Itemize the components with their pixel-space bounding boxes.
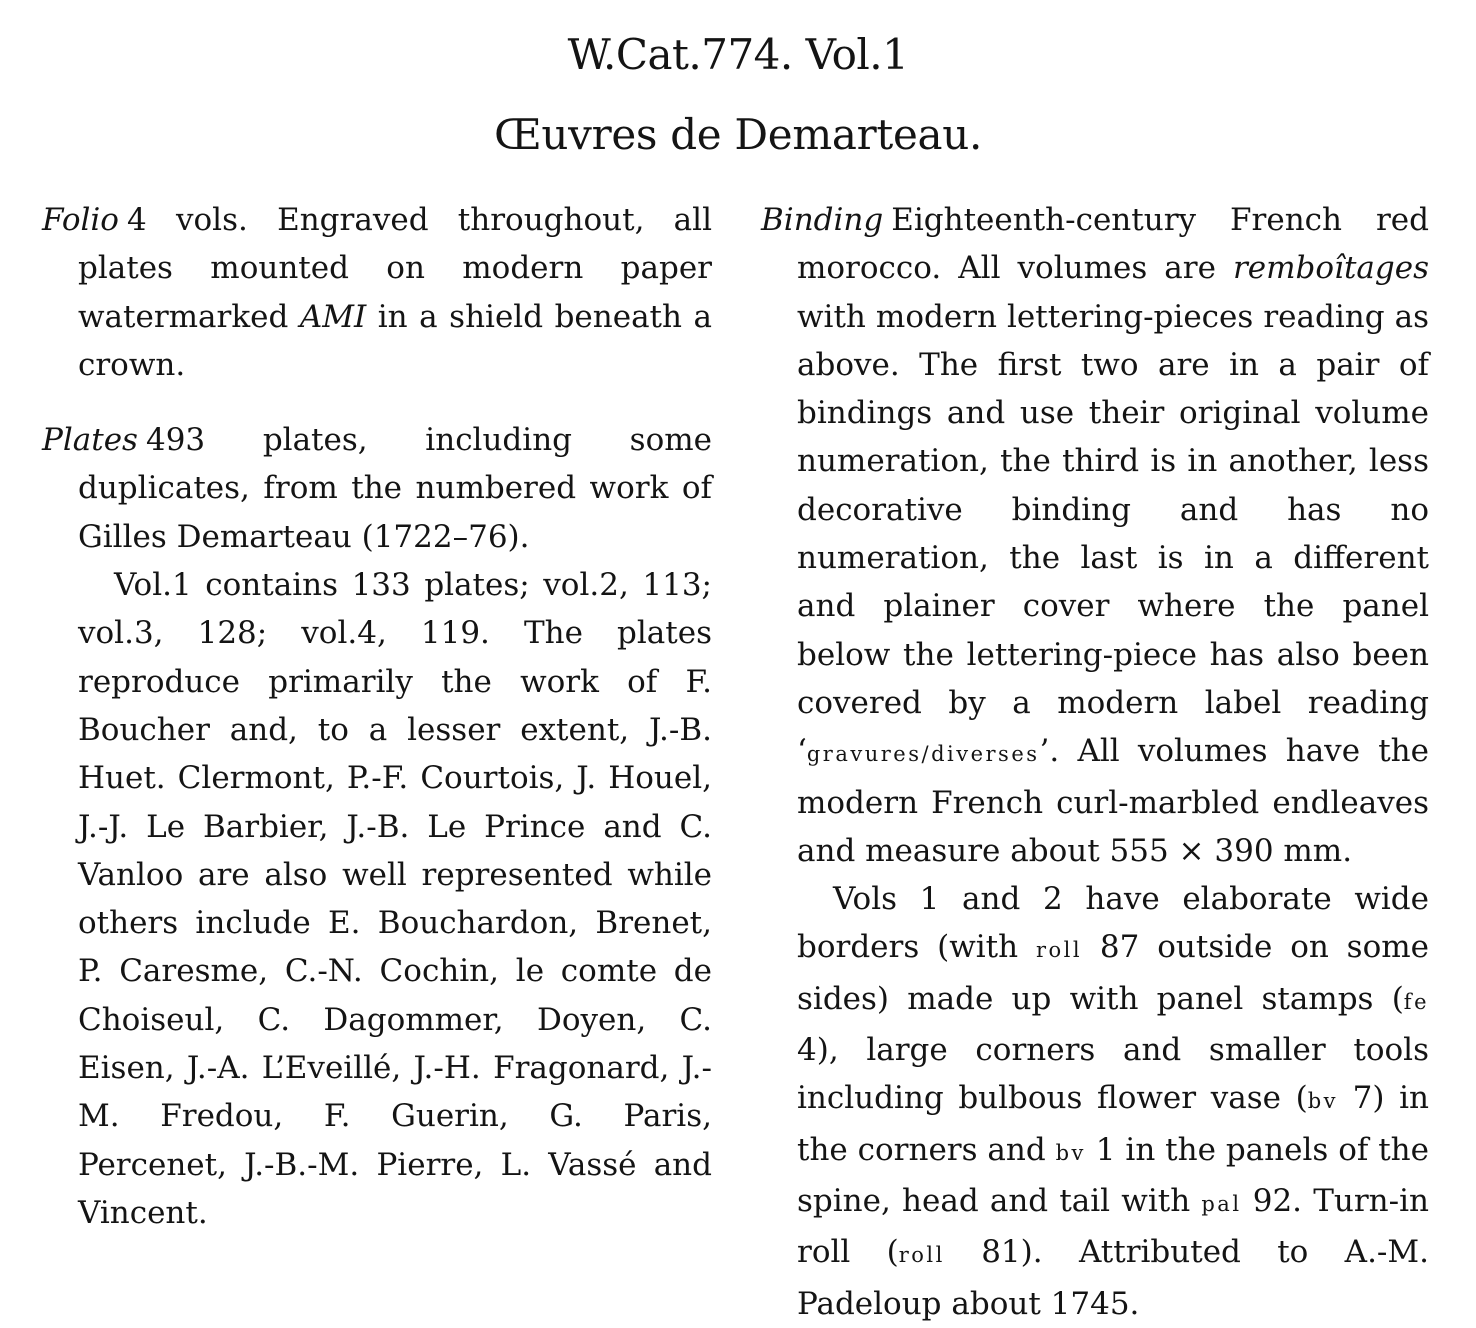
folio-label: Folio: [42, 202, 119, 238]
pal-ref: pal: [1201, 1191, 1242, 1216]
binding-text-2: with modern lettering-pieces reading as above. The first two are in a pair of bindings and use their original volume numeration, the third is in another, less decorative binding and has no numeration, the last is in a different and plainer cover where the panel below the lettering-piece has also been covered by a modern label reading ‘: [797, 298, 1429, 770]
left-column: [42, 196, 712, 1237]
binding-entry: [761, 196, 1429, 875]
binding-label: Binding: [761, 202, 884, 238]
bv-1-ref: bv: [1055, 1140, 1086, 1165]
binding-p2-a: Vols 1 and 2 have elaborate wide borders (with: [797, 881, 1429, 966]
roll-81-ref: roll: [898, 1243, 945, 1268]
binding-remboitages: remboîtages: [1232, 250, 1429, 287]
binding-continuation: [761, 875, 1429, 1328]
binding-label-reading: gravures/diverses: [806, 742, 1040, 767]
binding-text-3: ’. All volumes have the modern French curl-marbled endleaves and measure about 555 × 390 mm.: [797, 733, 1429, 869]
folio-text-end: in a shield beneath a crown.: [78, 298, 712, 383]
binding-p2-c: 4), large corners and smaller tools including bulbous flower vase (: [797, 1032, 1429, 1117]
binding-p2-b: 87 outside on some sides) made up with panel stamps (: [797, 929, 1429, 1017]
right-column: [761, 196, 1429, 1328]
page-title: Œuvres de Demarteau.: [493, 110, 983, 159]
folio-watermark: AMI: [299, 298, 367, 335]
binding-p2-g: 81). Attributed to A.-M. Padeloup about 1745.: [797, 1234, 1429, 1322]
plates-continuation: Vol.1 contains 133 plates; vol.2, 113; vol.3, 128; vol.4, 119. The plates reproduce primarily the work of F. Boucher and, to a lesser extent, J.-B. Huet. Clermont, P.-F. Courtois, J. Houel, J.-J. Le Barbier, J.-B. Le Prince and C. Vanloo are also well represented while others include E. Bouchardon, Brenet, P. Caresme, C.-N. Cochin, le comte de Choiseul, C. Dagommer, Doyen, C. Eisen, J.-A. L’Eveillé, J.-H. Fragonard, J.-M. Fredou, F. Guerin, G. Paris, Percenet, J.-B.-M. Pierre, L. Vassé and Vincent.: [78, 567, 712, 1231]
folio-entry: [42, 196, 712, 389]
plates-entry: [42, 416, 712, 561]
binding-p2-e: 1 in the panels of the spine, head and tail with: [797, 1131, 1429, 1219]
catalogue-reference: W.Cat.774. Vol.1: [567, 30, 909, 79]
bv-7-ref: bv: [1307, 1089, 1339, 1114]
fe-ref: fe: [1403, 989, 1429, 1014]
plates-text: 493 plates, including some duplicates, from the numbered work of Gilles Demarteau (1722–76).: [78, 422, 712, 555]
binding-p2-f: 92. Turn-in roll (: [797, 1182, 1430, 1271]
folio-text: 4 vols. Engraved throughout, all plates mounted on modern paper watermarked: [78, 202, 712, 335]
binding-text-1: Eighteenth-century French red morocco. All volumes are: [797, 202, 1429, 287]
roll-87-ref: roll: [1035, 938, 1083, 963]
binding-p2-d: 7) in the corners and: [797, 1080, 1429, 1168]
plates-label: Plates: [42, 422, 138, 459]
